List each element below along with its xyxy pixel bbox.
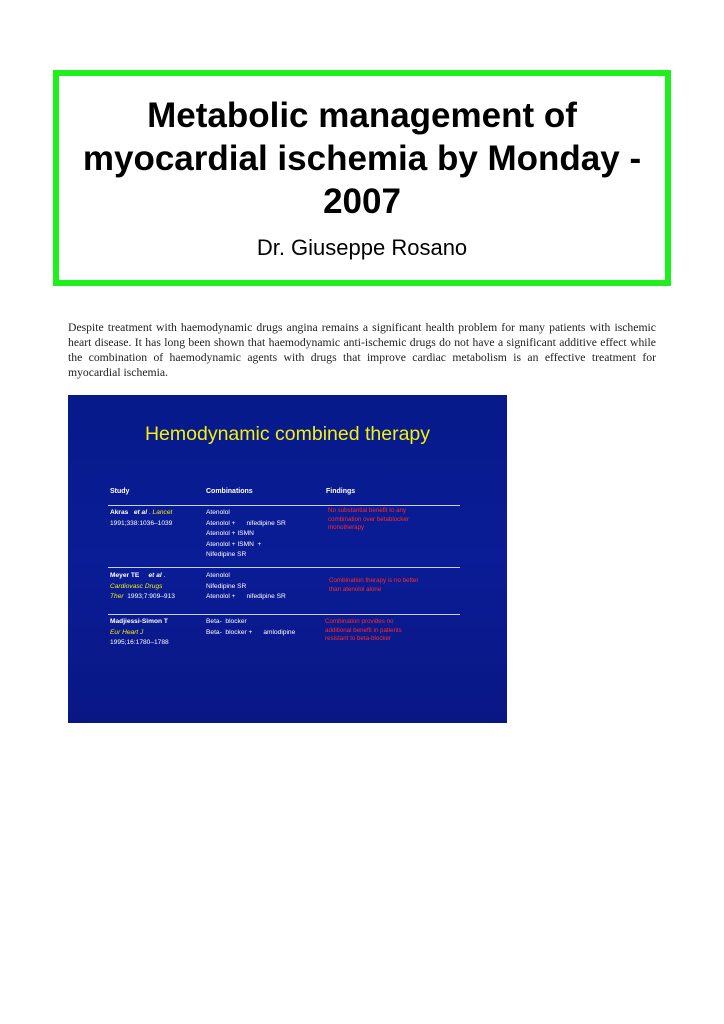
slide-image (68, 395, 507, 723)
table-divider (108, 505, 460, 506)
findings-cell: Combination therapy is no better than atenolol alone (329, 577, 419, 593)
document-title: Metabolic management of myocardial ischemia by Monday - 2007 (82, 96, 642, 221)
column-header-study: Study (110, 488, 130, 495)
study-cell: Meyer TE et al . Cardiovasc Drugs Ther 1993;7:909–913 (110, 572, 175, 600)
findings-cell: Combination provides no additional benefit in patients resistant to beta-blocker (325, 618, 402, 642)
column-header-findings: Findings (326, 488, 356, 495)
combinations-cell: Atenolol Atenolol + nifedipine SR Atenolol + ISMN Atenolol + ISMN + Nifedipine SR (206, 509, 286, 558)
column-header-combinations: Combinations (206, 488, 253, 495)
title-box (53, 70, 671, 286)
study-cell: Akras et al . Lancet 1991;338:1036–1039 (110, 509, 173, 527)
combinations-cell: Beta- blocker Beta- blocker + amlodipine (206, 618, 296, 636)
combinations-cell: Atenolol Nifedipine SR Atenolol + nifedipine SR (206, 572, 286, 600)
table-divider (108, 567, 460, 568)
study-cell: Madjiessi-Simon T Eur Heart J 1995;16:1780–1788 (110, 618, 169, 646)
intro-paragraph: Despite treatment with haemodynamic drugs angina remains a significant health problem for many patients with ischemic heart disease. It has long been shown that haemodynamic anti-ischemic drugs do not have a significant additive effect while the combination of haemodynamic agents with drugs that improve cardiac metabolism is an effective treatment for myocardial ischemia. (68, 321, 656, 379)
table-divider (108, 614, 460, 615)
author-name: Dr. Giuseppe Rosano (256, 235, 468, 260)
findings-cell: No substantial benefit to any combination over betablocker monotherapy (328, 507, 409, 531)
slide-title: Hemodynamic combined therapy (144, 423, 431, 445)
